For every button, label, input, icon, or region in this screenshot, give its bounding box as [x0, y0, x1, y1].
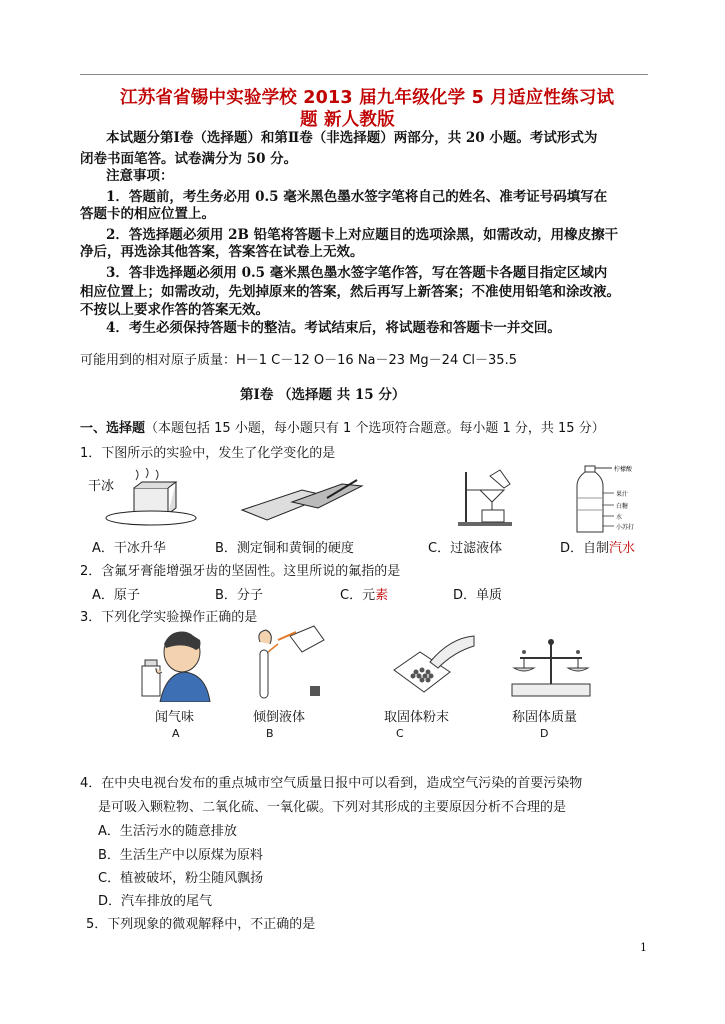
q1-fig-filter: [448, 466, 518, 530]
q2-option-b: B．分子: [215, 588, 263, 603]
part1-heading: [80, 417, 605, 436]
notice-4-line-1: 4．考生必须保持答题卡的整洁。考试结束后，将试题卷和答题卡一并交回。: [106, 320, 561, 336]
q3-fig-pouring: [240, 622, 330, 702]
notice-heading: 注意事项：: [106, 168, 174, 184]
q4-option-b: B．生活生产中以原煤为原料: [98, 848, 263, 863]
q4-stem-line-2: 是可吸入颗粒物、二氧化硫、一氧化碳。下列对其形成的主要原因分析不合理的是: [98, 800, 567, 815]
q4-option-c: C．植被破坏，粉尘随风飘扬: [98, 871, 264, 886]
notice-1-line-1: 1．答题前，考生务必用 0.5 毫米黑色墨水签字笔将自己的姓名、准考证号码填写在: [106, 189, 608, 205]
q3-caption-c: 取固体粉末: [384, 710, 450, 725]
q1-fig-soda-bottle: [576, 462, 656, 534]
q1-fig-hardness: [232, 470, 372, 530]
notice-3-line-3: 不按以上要求作答的答案无效。: [80, 302, 269, 318]
intro-line-2: 闭卷书面笔答。试卷满分为 50 分。: [80, 151, 298, 167]
q3-fig-smelling: [138, 626, 218, 702]
q3-stem: 3．下列化学实验操作正确的是: [80, 610, 258, 625]
header-rule: [80, 74, 648, 75]
q4-option-a: A．生活污水的随意排放: [98, 824, 237, 839]
q1-option-d: [560, 537, 635, 556]
q2-stem: 2．含氟牙膏能增强牙齿的坚固性。这里所说的氟指的是: [80, 564, 401, 579]
q1-option-c: C．过滤液体: [428, 541, 503, 556]
q1-fig-bottle-label-2: 白糖: [616, 503, 629, 510]
q3-letter-d: D: [540, 727, 549, 740]
q1-fig-ice-label: 干冰: [88, 479, 115, 494]
q3-fig-balance: [506, 634, 596, 700]
notice-3-line-1: 3．答非选择题必须用 0.5 毫米黑色墨水签字笔作答，写在答题卡各题目指定区域内: [106, 265, 608, 281]
q1-fig-dry-ice: [88, 468, 198, 530]
q1-option-d-text: D．自制: [560, 541, 610, 556]
q1-fig-lemon-label: 柠檬酸: [614, 466, 633, 473]
q3-caption-b: 倾倒液体: [253, 710, 306, 725]
notice-2-line-2: 净后，再选涂其他答案，答案答在试卷上无效。: [80, 244, 364, 260]
part1-heading-bold: 一、选择题: [80, 421, 146, 436]
q4-option-d: D．汽车排放的尾气: [98, 894, 213, 909]
page-number: 1: [640, 941, 647, 954]
q1-option-b: B．测定铜和黄铜的硬度: [215, 541, 354, 556]
q5-stem: 5．下列现象的微观解释中，不正确的是: [86, 917, 316, 932]
title-line-2: 题 新人教版: [300, 110, 395, 130]
intro-line-1: 本试题分第Ⅰ卷（选择题）和第Ⅱ卷（非选择题）两部分，共 20 小题。考试形式为: [106, 130, 598, 146]
q3-caption-d: 称固体质量: [512, 710, 578, 725]
notice-2-line-1: 2．答选择题必须用 2B 铅笔将答题卡上对应题目的选项涂黑，如需改动，用橡皮擦干: [106, 227, 619, 243]
part1-heading-rest: （本题包括 15 小题，每小题只有 1 个选项符合题意。每小题 1 分，共 15 分）: [145, 421, 605, 436]
q1-stem: 1．下图所示的实验中，发生了化学变化的是: [80, 446, 336, 461]
q3-letter-c: C: [396, 727, 404, 740]
q3-fig-powder: [386, 630, 476, 700]
q2-option-c: [340, 584, 388, 603]
q4-stem-line-1: 4．在中央电视台发布的重点城市空气质量日报中可以看到，造成空气污染的首要污染物: [80, 776, 583, 791]
q3-caption-a: 闻气味: [155, 710, 195, 725]
q3-letter-b: B: [266, 727, 274, 740]
q2-option-d: D．单质: [453, 588, 503, 603]
section-title: 第Ⅰ卷 （选择题 共 15 分）: [240, 387, 406, 403]
q1-option-a: A．干冰升华: [92, 541, 166, 556]
q2-option-c-text: C．元: [340, 588, 376, 603]
q2-option-a: A．原子: [92, 588, 140, 603]
title-line-1: 江苏省省锡中实验学校 2013 届九年级化学 5 月适应性练习试: [120, 88, 615, 108]
q1-fig-bottle-label-4: 小苏打: [616, 524, 635, 531]
notice-1-line-2: 答题卡的相应位置上。: [80, 206, 215, 222]
notice-3-line-2: 相应位置上；如需改动，先划掉原来的答案，然后再写上新答案；不准使用铅笔和涂改液。: [80, 284, 620, 300]
q2-option-c-red-text: 素: [375, 588, 389, 603]
q1-fig-bottle-label-3: 水: [616, 514, 623, 521]
q1-fig-bottle-label-1: 果汁: [616, 491, 629, 498]
atomic-masses: 可能用到的相对原子质量：H－1 C－12 O－16 Na－23 Mg－24 Cl－35.5: [80, 353, 517, 368]
q3-letter-a: A: [172, 727, 180, 740]
q1-option-d-red-text: 汽水: [609, 541, 636, 556]
